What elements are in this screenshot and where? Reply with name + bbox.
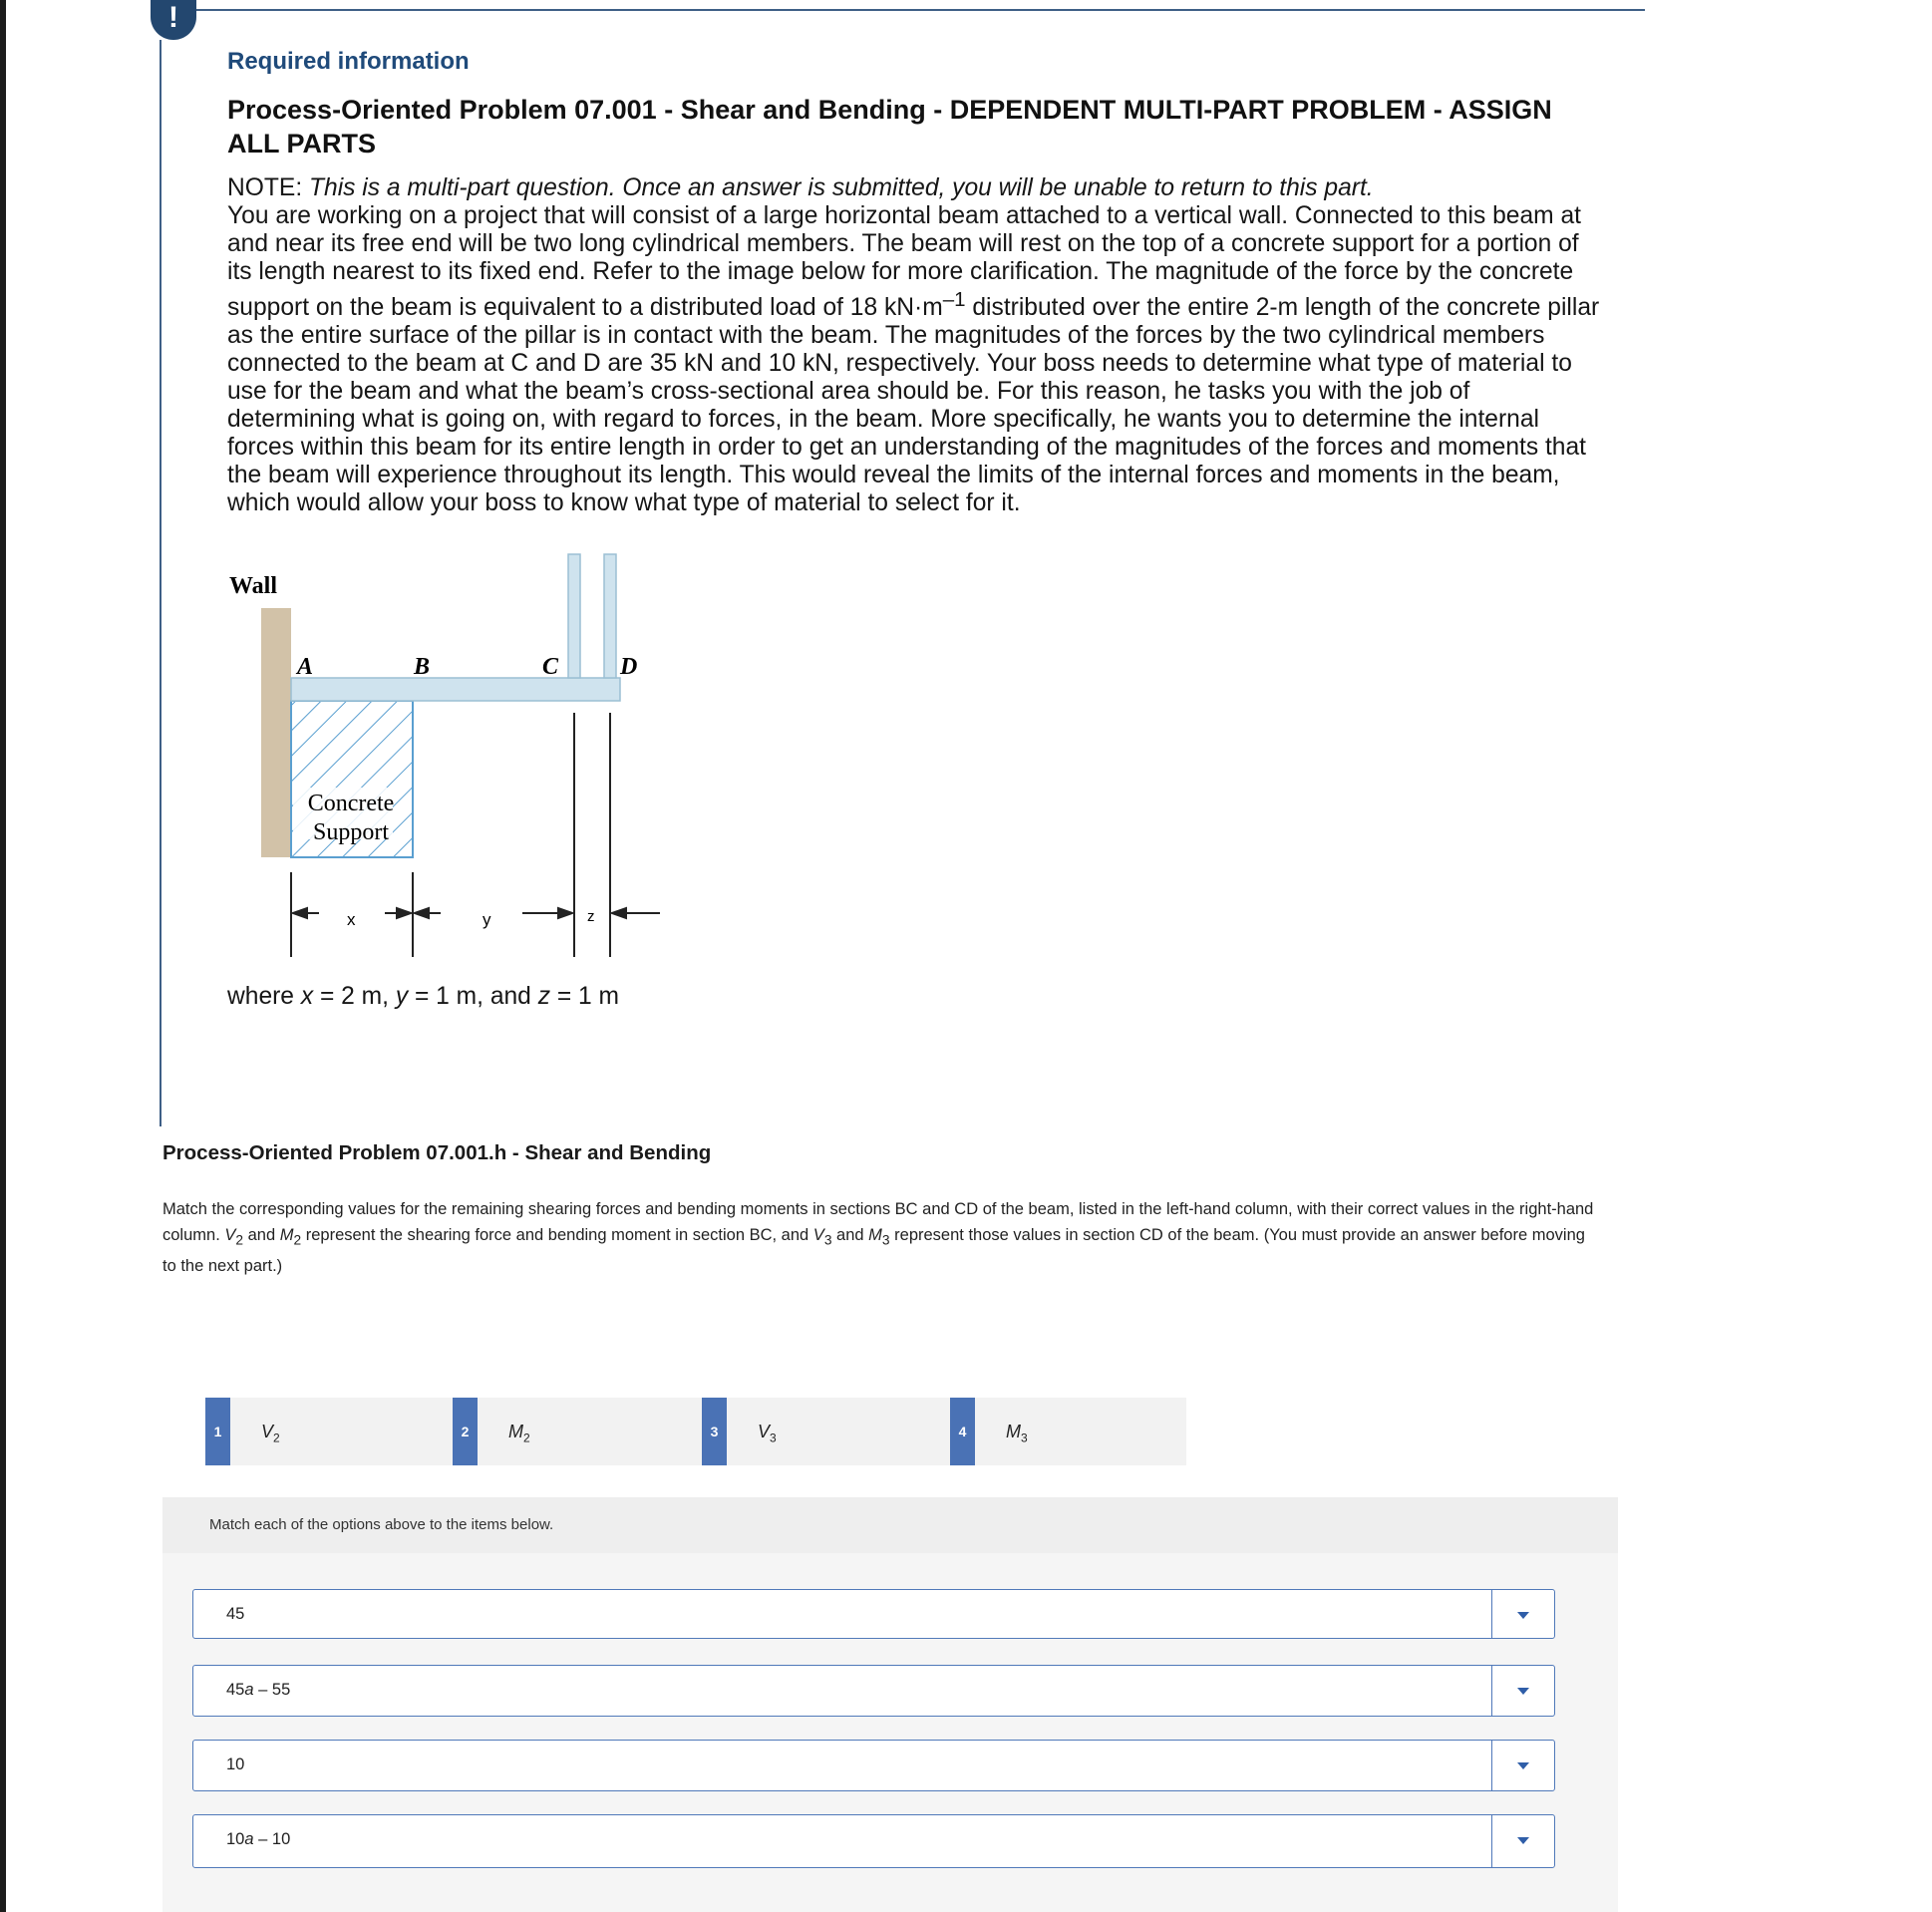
option-sub: 2 <box>273 1431 280 1445</box>
note-line <box>227 174 1603 202</box>
beam <box>291 678 620 701</box>
required-information-heading: Required information <box>227 48 470 75</box>
alert-icon: ! <box>151 0 196 40</box>
support-label-line1: Concrete <box>307 791 395 816</box>
left-edge-strip <box>0 0 6 1912</box>
v2-var: V <box>224 1226 236 1244</box>
drag-option-m2[interactable] <box>453 1398 692 1465</box>
part-instruction <box>162 1196 1598 1279</box>
problem-description <box>227 174 1603 517</box>
match-target-1[interactable] <box>192 1589 1555 1639</box>
match-target-4[interactable] <box>192 1814 1555 1868</box>
value-pre: 10 <box>226 1755 245 1773</box>
dropdown-arrow-icon[interactable] <box>1491 1590 1554 1638</box>
note-label: NOTE: <box>227 174 303 201</box>
option-label <box>508 1398 530 1472</box>
dropdown-arrow-icon[interactable] <box>1491 1815 1554 1867</box>
beam-diagram <box>219 548 678 967</box>
point-b: B <box>414 654 431 680</box>
option-number: 2 <box>453 1398 478 1465</box>
option-var: V <box>758 1422 771 1441</box>
match-target-2[interactable] <box>192 1665 1555 1717</box>
m2-var: M <box>279 1226 294 1244</box>
m3-var: M <box>868 1226 882 1244</box>
value-pre: 45 <box>226 1681 245 1699</box>
exponent: –1 <box>942 288 966 311</box>
y-value: = 1 m, and <box>408 983 538 1010</box>
match-value <box>226 1815 290 1863</box>
match-header <box>162 1497 1618 1553</box>
m2-sub: 2 <box>293 1232 302 1248</box>
where-prefix: where <box>227 983 301 1010</box>
dimension-values <box>227 983 619 1011</box>
support-label-line2: Support <box>312 819 390 845</box>
value-post: – 55 <box>253 1681 291 1699</box>
dropdown-arrow-icon[interactable] <box>1491 1666 1554 1716</box>
instruction-part-3: represent those values in section CD of the beam. (You must provide an answer before moving to the next part.) <box>162 1226 1585 1276</box>
match-value <box>226 1666 290 1714</box>
drag-option-v2[interactable] <box>205 1398 445 1465</box>
part-title: Process-Oriented Problem 07.001.h - Shear and Bending <box>162 1141 712 1164</box>
match-value <box>226 1741 244 1788</box>
instruction-and-2: and <box>831 1226 869 1244</box>
instruction-part-1: Match the corresponding values for the remaining shearing forces and bending moments in sections BC and CD of the beam, listed in the left-hand column, with their correct values in the right-hand column. <box>162 1200 1594 1244</box>
point-d: D <box>620 654 638 680</box>
option-sub: 2 <box>523 1431 530 1445</box>
match-value <box>226 1590 244 1638</box>
option-number: 4 <box>950 1398 975 1465</box>
x-variable: x <box>300 983 314 1010</box>
drag-option-v3[interactable] <box>702 1398 941 1465</box>
drag-option-m3[interactable] <box>950 1398 1189 1465</box>
problem-title: Process-Oriented Problem 07.001 - Shear and Bending - DEPENDENT MULTI-PART PROBLEM - ASSIGN ALL PARTS <box>227 95 1552 159</box>
option-number: 1 <box>205 1398 230 1465</box>
option-var: M <box>508 1422 523 1441</box>
draggable-options <box>205 1398 1186 1465</box>
top-divider <box>174 9 1645 11</box>
instruction-part-2: represent the shearing force and bending moment in section BC, and <box>301 1226 813 1244</box>
y-variable: y <box>395 983 409 1010</box>
member-d <box>604 554 616 678</box>
option-label <box>261 1398 280 1472</box>
match-target-3[interactable] <box>192 1740 1555 1791</box>
dimension-x: x <box>347 910 356 929</box>
instruction-and-1: and <box>243 1226 280 1244</box>
option-var: V <box>261 1422 274 1441</box>
match-panel <box>162 1497 1618 1912</box>
description-paragraph <box>227 202 1603 517</box>
value-pre: 10 <box>226 1830 245 1848</box>
dimension-y: y <box>483 910 491 929</box>
option-label <box>1006 1398 1028 1472</box>
z-value: = 1 m <box>549 983 620 1010</box>
option-sub: 3 <box>1021 1431 1028 1445</box>
value-post: – 10 <box>253 1830 291 1848</box>
description-part-1: You are working on a project that will consist of a large horizontal beam attached to a vertical wall. Connected to this beam at and near its free end will be two long cylindrical members. The beam will rest on the top of a concrete support for a portion of its length nearest to its fixed end. Refer to the image below for more clarification. The magnitude of the force by the concrete support on the beam is equivalent to a distributed load of 18 kN·m <box>227 202 1581 322</box>
option-label <box>758 1398 777 1472</box>
note-text: This is a multi-part question. Once an answer is submitted, you will be unable to return to this part. <box>309 174 1374 201</box>
m3-sub: 3 <box>881 1232 890 1248</box>
value-var: a <box>244 1830 254 1848</box>
point-c: C <box>542 654 559 680</box>
option-number: 3 <box>702 1398 727 1465</box>
z-variable: z <box>537 983 550 1010</box>
wall-label: Wall <box>229 573 278 599</box>
v3-var: V <box>812 1226 824 1244</box>
member-c <box>568 554 580 678</box>
option-sub: 3 <box>770 1431 777 1445</box>
value-pre: 45 <box>226 1605 245 1623</box>
match-instruction: Match each of the options above to the items below. <box>209 1516 554 1533</box>
left-divider <box>160 40 161 1126</box>
description-part-2: distributed over the entire 2-m length of the concrete pillar as the entire surface of the pillar is in contact with the beam. The magnitudes of the forces by the two cylindrical members connected to the beam at C and D are 35 kN and 10 kN, respectively. Your boss needs to determine what type of material to use for the beam and what the beam’s cross-sectional area should be. For this reason, he tasks you with the job of determining what is going on, with regard to forces, in the beam. More specifically, he wants you to determine the internal forces within this beam for its entire length in order to get an understanding of the magnitudes of the forces and moments that the beam will experience throughout its length. This would reveal the limits of the internal forces and moments in the beam, which would allow your boss to know what type of material to select for it. <box>227 294 1600 517</box>
point-a: A <box>297 654 314 680</box>
dimension-z: z <box>587 908 595 925</box>
v3-sub: 3 <box>823 1232 832 1248</box>
dropdown-arrow-icon[interactable] <box>1491 1741 1554 1790</box>
option-var: M <box>1006 1422 1021 1441</box>
v2-sub: 2 <box>235 1232 244 1248</box>
value-var: a <box>244 1681 254 1699</box>
x-value: = 2 m, <box>313 983 396 1010</box>
wall <box>261 608 291 857</box>
